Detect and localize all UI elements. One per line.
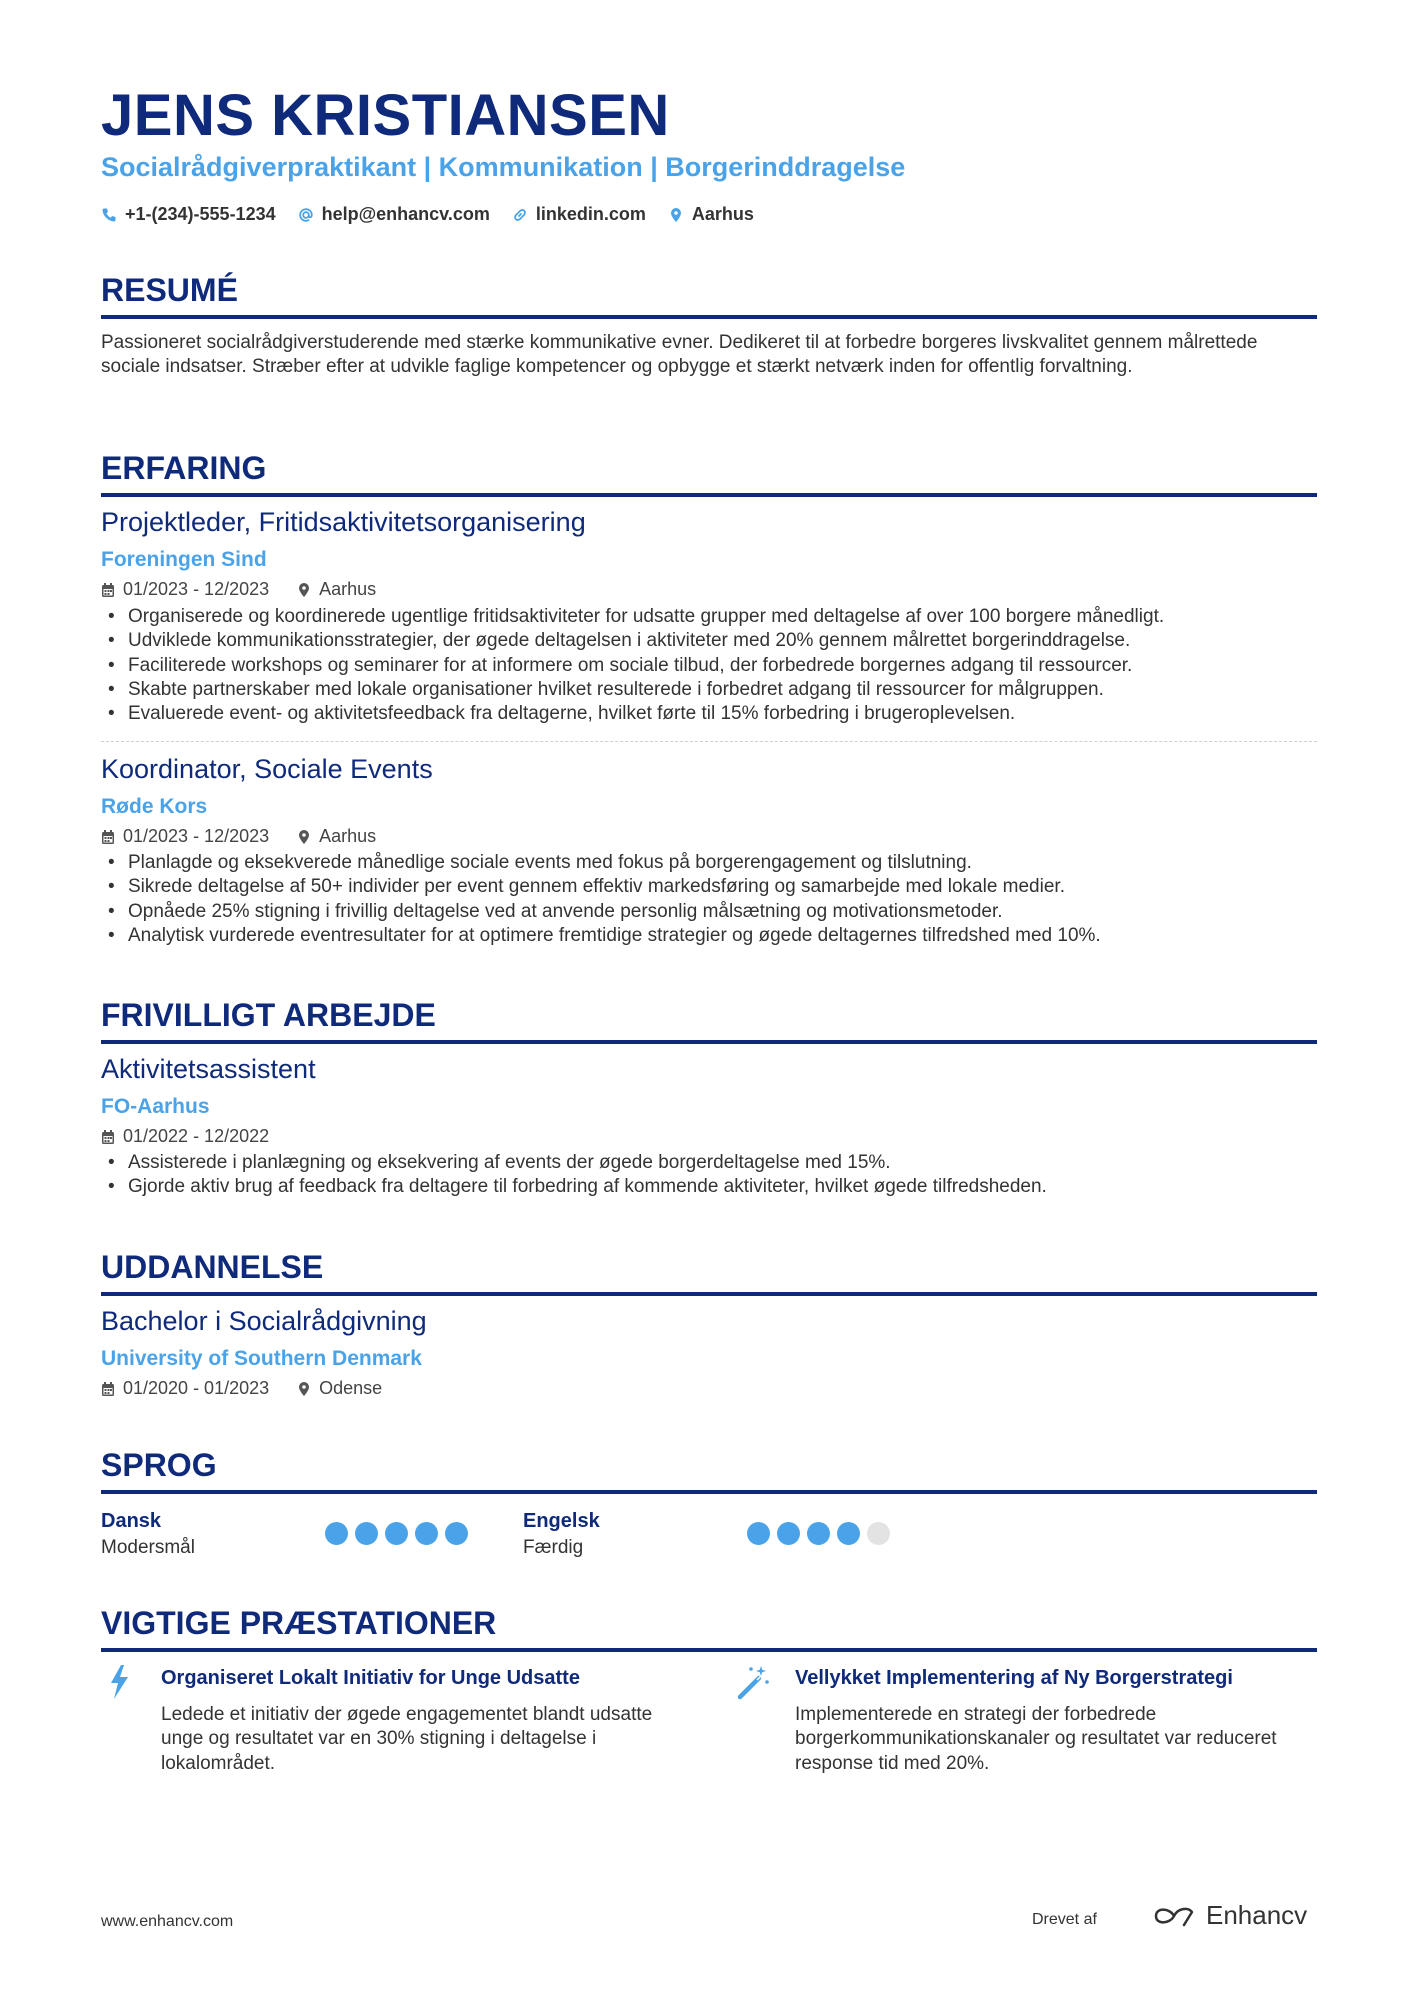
education-meta [101,1378,382,1399]
location-text: Aarhus [691,204,754,224]
rating-dot-filled [837,1522,860,1545]
language-rating [747,1522,890,1545]
language-name: Engelsk [523,1510,600,1532]
candidate-name: JENS KRISTIANSEN [101,83,670,148]
list-item: • Planlagde og eksekverede månedlige sociale events med fokus på borgerengagement og tilslutning. [101,851,1317,875]
volunteer-role: Aktivitetsassistent [101,1054,316,1084]
achievement-title: Organiseret Lokalt Initiativ for Unge Udsatte [161,1667,580,1689]
language-item [101,1510,195,1559]
rating-dot-filled [807,1522,830,1545]
job-location: Aarhus [319,579,377,599]
contact-location [668,204,754,225]
phone-text: +1-(234)-555-1234 [125,204,276,224]
language-rating [325,1522,468,1545]
footer-powered-by: Drevet af [1032,1911,1097,1928]
rating-dot-empty [867,1522,890,1545]
divider [101,741,1317,742]
job-meta [101,826,376,847]
job-location: Aarhus [319,826,377,846]
rating-dot-filled [385,1522,408,1545]
language-item [523,1510,600,1559]
enhancv-logo[interactable] [1152,1900,1307,1931]
language-level: Færdig [523,1537,584,1558]
volunteer-dates: 01/2022 - 12/2022 [123,1126,270,1146]
volunteer-bullets [101,1151,1317,1200]
job-bullets [101,605,1317,726]
link-icon [512,207,528,223]
rating-dot-filled [355,1522,378,1545]
volunteer-org: FO-Aarhus [101,1095,210,1118]
language-level: Modersmål [101,1537,195,1558]
calendar-icon [101,1381,115,1397]
list-item: • Evaluerede event- og aktivitetsfeedback fra deltagerne, hvilket førte til 15% forbedring i brugeroplevelsen. [101,702,1317,726]
list-item: • Organiserede og koordinerede ugentlige fritidsaktiviteter for udsatte grupper med deltagelse af over 100 borgere månedligt. [101,605,1317,629]
section-title-volunteer: FRIVILLIGT ARBEJDE [101,997,1317,1044]
job-title: Projektleder, Fritidsaktivitetsorganisering [101,507,586,537]
contact-linkedin[interactable] [512,204,646,225]
section-title-languages: SPROG [101,1447,1317,1494]
list-item: • Assisterede i planlægning og eksekvering af events der øgede borgerdeltagelse med 15%. [101,1151,1317,1175]
list-item: • Sikrede deltagelse af 50+ individer per event gennem effektiv markedsføring og samarbejde med lokale medier. [101,875,1317,899]
achievement-title: Vellykket Implementering af Ny Borgerstrategi [795,1667,1233,1689]
list-item: • Faciliterede workshops og seminarer for at informere om sociale tilbud, der forbedrede borgernes adgang til ressourcer. [101,654,1317,678]
section-title-achievements: VIGTIGE PRÆSTATIONER [101,1605,1317,1652]
job-company: Røde Kors [101,795,208,818]
list-item: • Opnåede 25% stigning i frivillig deltagelse ved at anvende personlig målsætning og motivationsmetoder. [101,900,1317,924]
enhancv-logo-text: Enhancv [1206,1900,1308,1930]
calendar-icon [101,1129,115,1145]
rating-dot-filled [747,1522,770,1545]
education-degree: Bachelor i Socialrådgivning [101,1306,427,1336]
enhancv-logo-icon [1152,1903,1198,1929]
calendar-icon [101,829,115,845]
list-item: • Gjorde aktiv brug af feedback fra deltagere til forbedring af kommende aktiviteter, hvilket øgede tilfredsheden. [101,1175,1317,1199]
email-text: help@enhancv.com [321,204,490,224]
education-school: University of Southern Denmark [101,1347,422,1370]
calendar-icon [101,582,115,598]
magic-wand-icon [735,1663,771,1701]
map-pin-icon [668,207,684,223]
achievement-desc: Ledede et initiativ der øgede engagementet blandt udsatte unge og resultatet var en 30% stigning i deltagelse i lokalområdet. [161,1704,653,1774]
list-item: • Udviklede kommunikationsstrategier, der øgede deltagelsen i aktiviteter med 20% gennem målrettet borgerinddragelse. [101,629,1317,653]
education-dates: 01/2020 - 01/2023 [123,1378,270,1398]
section-title-experience: ERFARING [101,450,1317,497]
job-dates: 01/2023 - 12/2023 [123,826,270,846]
job-title: Koordinator, Sociale Events [101,754,433,784]
job-dates: 01/2023 - 12/2023 [123,579,270,599]
lightning-icon [101,1663,137,1701]
rating-dot-filled [445,1522,468,1545]
rating-dot-filled [325,1522,348,1545]
job-meta [101,579,376,600]
education-location: Odense [319,1378,383,1398]
map-pin-icon [297,829,311,845]
footer-url[interactable]: www.enhancv.com [101,1913,234,1930]
contact-bar [101,204,754,225]
map-pin-icon [297,1381,311,1397]
summary-text: Passioneret socialrådgiverstuderende med stærke kommunikative evner. Dedikeret til at forbedre borgeres livskvalitet gennem målrettede sociale indsatser. Stræber efter at udvikle faglige kompetencer og opbygge et stærkt netværk inden for offentlig forvaltning. [101,332,1258,377]
section-title-education: UDDANNELSE [101,1249,1317,1296]
at-sign-icon [298,207,314,223]
rating-dot-filled [777,1522,800,1545]
linkedin-text: linkedin.com [535,204,646,224]
headline: Socialrådgiverpraktikant | Kommunikation | Borgerinddragelse [101,152,906,182]
job-company: Foreningen Sind [101,548,267,571]
list-item: • Analytisk vurderede eventresultater for at optimere fremtidige strategier og øgede deltagernes tilfredshed med 10%. [101,924,1317,948]
map-pin-icon [297,582,311,598]
rating-dot-filled [415,1522,438,1545]
section-title-summary: RESUMÉ [101,272,1317,319]
job-bullets [101,851,1317,948]
achievement-desc: Implementerede en strategi der forbedrede borgerkommunikationskanaler og resultatet var reduceret response tid med 20%. [795,1704,1277,1774]
contact-email[interactable] [298,204,490,225]
contact-phone[interactable] [101,204,276,225]
language-name: Dansk [101,1510,162,1532]
phone-icon [101,207,117,223]
list-item: • Skabte partnerskaber med lokale organisationer hvilket resulterede i forbedret adgang til ressourcer for målgruppen. [101,678,1317,702]
volunteer-meta [101,1126,269,1147]
